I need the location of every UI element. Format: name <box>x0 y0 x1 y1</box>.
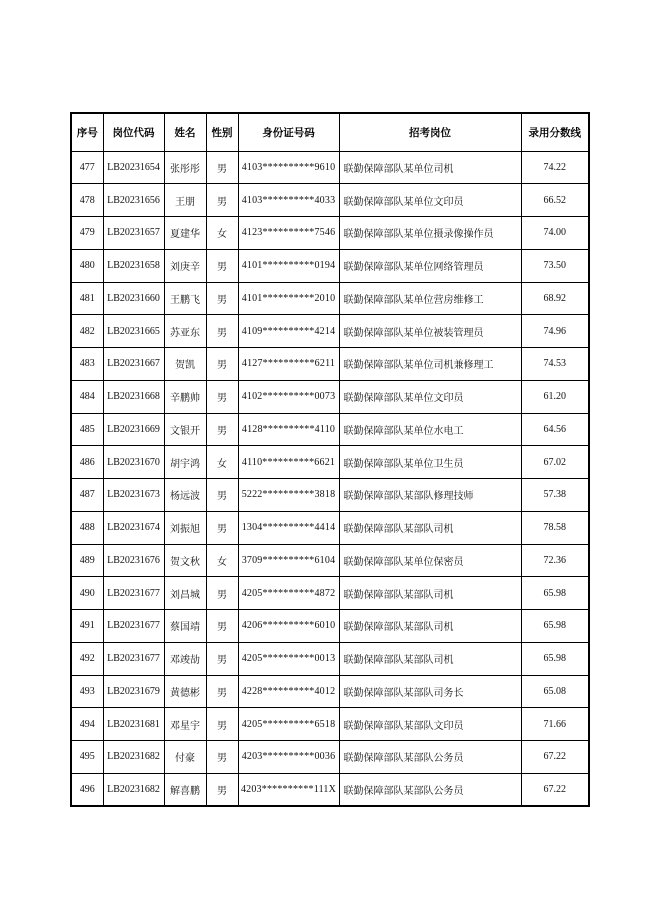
table-row <box>71 282 589 315</box>
table-cell-col-gender: 女 <box>206 446 238 479</box>
table-cell-col-position: 联勤保障部队某部队公务员 <box>339 773 521 806</box>
table-cell-col-position: 联勤保障部队某单位营房维修工 <box>339 282 521 315</box>
table-cell-col-name: 王鹏飞 <box>164 282 206 315</box>
table-cell-col-idnum: 4206**********6010 <box>238 610 339 643</box>
table-cell-col-gender: 男 <box>206 479 238 512</box>
table-cell-col-name: 辛鹏帅 <box>164 380 206 413</box>
table-cell-col-serial: 485 <box>71 413 103 446</box>
table-cell-col-idnum: 4205**********6518 <box>238 708 339 741</box>
table-cell-col-idnum: 4203**********111X <box>238 773 339 806</box>
table-cell-col-job-code: LB20231670 <box>103 446 164 479</box>
table-cell-col-serial: 479 <box>71 217 103 250</box>
table-cell-col-gender: 男 <box>206 675 238 708</box>
table-cell-col-gender: 男 <box>206 642 238 675</box>
table-cell-col-gender: 男 <box>206 380 238 413</box>
column-header-col-score-line: 录用分数线 <box>521 113 589 151</box>
table-cell-col-position: 联勤保障部队某部队司机 <box>339 642 521 675</box>
table-row <box>71 577 589 610</box>
table-cell-col-name: 胡宇鸿 <box>164 446 206 479</box>
table-cell-col-name: 邓星宇 <box>164 708 206 741</box>
table-cell-col-score-line: 61.20 <box>521 380 589 413</box>
table-row <box>71 511 589 544</box>
table-cell-col-name: 王朋 <box>164 184 206 217</box>
table-cell-col-score-line: 71.66 <box>521 708 589 741</box>
table-cell-col-name: 夏建华 <box>164 217 206 250</box>
table-cell-col-score-line: 72.36 <box>521 544 589 577</box>
table-cell-col-serial: 493 <box>71 675 103 708</box>
table-cell-col-gender: 女 <box>206 217 238 250</box>
table-cell-col-name: 解喜鹏 <box>164 773 206 806</box>
table-cell-col-idnum: 4205**********0013 <box>238 642 339 675</box>
table-row <box>71 642 589 675</box>
table-row <box>71 348 589 381</box>
table-cell-col-score-line: 78.58 <box>521 511 589 544</box>
table-cell-col-idnum: 4123**********7546 <box>238 217 339 250</box>
table-cell-col-job-code: LB20231667 <box>103 348 164 381</box>
table-cell-col-serial: 495 <box>71 741 103 774</box>
table-cell-col-job-code: LB20231658 <box>103 249 164 282</box>
table-cell-col-job-code: LB20231674 <box>103 511 164 544</box>
table-cell-col-job-code: LB20231679 <box>103 675 164 708</box>
table-row <box>71 184 589 217</box>
table-cell-col-position: 联勤保障部队某部队修理技师 <box>339 479 521 512</box>
table-cell-col-job-code: LB20231677 <box>103 577 164 610</box>
table-cell-col-idnum: 4127**********6211 <box>238 348 339 381</box>
table-cell-col-gender: 男 <box>206 282 238 315</box>
table-cell-col-serial: 496 <box>71 773 103 806</box>
table-cell-col-gender: 男 <box>206 741 238 774</box>
recruitment-score-table <box>70 112 590 807</box>
table-cell-col-position: 联勤保障部队某部队公务员 <box>339 741 521 774</box>
table-cell-col-name: 苏亚东 <box>164 315 206 348</box>
table-row <box>71 708 589 741</box>
table-row <box>71 544 589 577</box>
table-cell-col-serial: 483 <box>71 348 103 381</box>
table-cell-col-gender: 男 <box>206 249 238 282</box>
column-header-col-idnum: 身份证号码 <box>238 113 339 151</box>
table-cell-col-score-line: 65.08 <box>521 675 589 708</box>
table-cell-col-position: 联勤保障部队某单位司机 <box>339 151 521 184</box>
table-cell-col-serial: 482 <box>71 315 103 348</box>
table-cell-col-idnum: 3709**********6104 <box>238 544 339 577</box>
table-row <box>71 610 589 643</box>
table-cell-col-gender: 男 <box>206 610 238 643</box>
table-cell-col-idnum: 4110**********6621 <box>238 446 339 479</box>
table-cell-col-score-line: 66.52 <box>521 184 589 217</box>
table-cell-col-idnum: 1304**********4414 <box>238 511 339 544</box>
table-cell-col-score-line: 65.98 <box>521 610 589 643</box>
table-cell-col-position: 联勤保障部队某部队司机 <box>339 511 521 544</box>
table-cell-col-name: 付豪 <box>164 741 206 774</box>
table-cell-col-job-code: LB20231676 <box>103 544 164 577</box>
table-cell-col-position: 联勤保障部队某部队司务长 <box>339 675 521 708</box>
table-row <box>71 446 589 479</box>
table-cell-col-idnum: 4103**********4033 <box>238 184 339 217</box>
table-cell-col-name: 刘振旭 <box>164 511 206 544</box>
table-cell-col-score-line: 67.02 <box>521 446 589 479</box>
table-cell-col-serial: 478 <box>71 184 103 217</box>
table-cell-col-serial: 487 <box>71 479 103 512</box>
table-row <box>71 479 589 512</box>
table-cell-col-score-line: 74.00 <box>521 217 589 250</box>
table-cell-col-job-code: LB20231668 <box>103 380 164 413</box>
table-cell-col-score-line: 68.92 <box>521 282 589 315</box>
column-header-col-job-code: 岗位代码 <box>103 113 164 151</box>
table-cell-col-score-line: 65.98 <box>521 642 589 675</box>
table-row <box>71 413 589 446</box>
table-cell-col-name: 杨远波 <box>164 479 206 512</box>
table-cell-col-name: 蔡国靖 <box>164 610 206 643</box>
table-cell-col-idnum: 4101**********2010 <box>238 282 339 315</box>
table-cell-col-serial: 484 <box>71 380 103 413</box>
table-cell-col-serial: 489 <box>71 544 103 577</box>
table-cell-col-idnum: 4103**********9610 <box>238 151 339 184</box>
table-cell-col-job-code: LB20231682 <box>103 741 164 774</box>
table-row <box>71 675 589 708</box>
table-cell-col-gender: 男 <box>206 511 238 544</box>
table-cell-col-serial: 480 <box>71 249 103 282</box>
table-cell-col-serial: 491 <box>71 610 103 643</box>
table-cell-col-job-code: LB20231673 <box>103 479 164 512</box>
table-cell-col-idnum: 4109**********4214 <box>238 315 339 348</box>
table-cell-col-position: 联勤保障部队某部队司机 <box>339 577 521 610</box>
table-cell-col-job-code: LB20231660 <box>103 282 164 315</box>
table-cell-col-name: 邓竣劼 <box>164 642 206 675</box>
column-header-col-name: 姓名 <box>164 113 206 151</box>
table-cell-col-job-code: LB20231682 <box>103 773 164 806</box>
table-cell-col-idnum: 5222**********3818 <box>238 479 339 512</box>
table-cell-col-gender: 男 <box>206 773 238 806</box>
table-cell-col-job-code: LB20231654 <box>103 151 164 184</box>
table-cell-col-position: 联勤保障部队某单位文印员 <box>339 184 521 217</box>
table-cell-col-gender: 男 <box>206 413 238 446</box>
table-row <box>71 773 589 806</box>
table-cell-col-position: 联勤保障部队某部队司机 <box>339 610 521 643</box>
table-cell-col-job-code: LB20231665 <box>103 315 164 348</box>
table-cell-col-name: 文银开 <box>164 413 206 446</box>
table-cell-col-gender: 男 <box>206 151 238 184</box>
table-cell-col-idnum: 4228**********4012 <box>238 675 339 708</box>
table-cell-col-job-code: LB20231657 <box>103 217 164 250</box>
table-cell-col-serial: 486 <box>71 446 103 479</box>
table-cell-col-serial: 488 <box>71 511 103 544</box>
table-cell-col-score-line: 74.53 <box>521 348 589 381</box>
table-cell-col-job-code: LB20231677 <box>103 610 164 643</box>
table-cell-col-serial: 492 <box>71 642 103 675</box>
table-cell-col-job-code: LB20231681 <box>103 708 164 741</box>
column-header-col-serial: 序号 <box>71 113 103 151</box>
table-cell-col-score-line: 64.56 <box>521 413 589 446</box>
table-cell-col-gender: 男 <box>206 708 238 741</box>
table-row <box>71 217 589 250</box>
table-cell-col-gender: 男 <box>206 315 238 348</box>
table-cell-col-name: 黄德彬 <box>164 675 206 708</box>
table-cell-col-position: 联勤保障部队某单位保密员 <box>339 544 521 577</box>
table-cell-col-name: 张彤彤 <box>164 151 206 184</box>
table-cell-col-idnum: 4101**********0194 <box>238 249 339 282</box>
table-cell-col-position: 联勤保障部队某单位卫生员 <box>339 446 521 479</box>
table-cell-col-name: 贺文秋 <box>164 544 206 577</box>
column-header-col-position: 招考岗位 <box>339 113 521 151</box>
table-cell-col-position: 联勤保障部队某单位网络管理员 <box>339 249 521 282</box>
table-cell-col-score-line: 74.22 <box>521 151 589 184</box>
table-row <box>71 315 589 348</box>
table-cell-col-position: 联勤保障部队某单位司机兼修理工 <box>339 348 521 381</box>
table-cell-col-position: 联勤保障部队某单位被装管理员 <box>339 315 521 348</box>
table-cell-col-position: 联勤保障部队某部队文印员 <box>339 708 521 741</box>
table-cell-col-idnum: 4205**********4872 <box>238 577 339 610</box>
table-cell-col-gender: 男 <box>206 348 238 381</box>
table-cell-col-position: 联勤保障部队某单位水电工 <box>339 413 521 446</box>
table-cell-col-score-line: 67.22 <box>521 741 589 774</box>
table-cell-col-name: 刘昌城 <box>164 577 206 610</box>
table-cell-col-gender: 男 <box>206 184 238 217</box>
table-cell-col-position: 联勤保障部队某单位摄录像操作员 <box>339 217 521 250</box>
table-cell-col-serial: 490 <box>71 577 103 610</box>
table-cell-col-score-line: 74.96 <box>521 315 589 348</box>
table-header-row <box>71 113 589 151</box>
table-cell-col-gender: 男 <box>206 577 238 610</box>
table-cell-col-name: 贺凯 <box>164 348 206 381</box>
table-cell-col-score-line: 67.22 <box>521 773 589 806</box>
table-cell-col-score-line: 65.98 <box>521 577 589 610</box>
table-cell-col-score-line: 57.38 <box>521 479 589 512</box>
table-cell-col-idnum: 4128**********4110 <box>238 413 339 446</box>
table-row <box>71 380 589 413</box>
table-cell-col-serial: 494 <box>71 708 103 741</box>
table-cell-col-job-code: LB20231669 <box>103 413 164 446</box>
column-header-col-gender: 性别 <box>206 113 238 151</box>
table-cell-col-score-line: 73.50 <box>521 249 589 282</box>
table-cell-col-serial: 481 <box>71 282 103 315</box>
table-cell-col-position: 联勤保障部队某单位文印员 <box>339 380 521 413</box>
table-cell-col-idnum: 4203**********0036 <box>238 741 339 774</box>
table-row <box>71 151 589 184</box>
table-cell-col-serial: 477 <box>71 151 103 184</box>
table-cell-col-job-code: LB20231677 <box>103 642 164 675</box>
table-row <box>71 741 589 774</box>
table-cell-col-gender: 女 <box>206 544 238 577</box>
table-cell-col-job-code: LB20231656 <box>103 184 164 217</box>
table-cell-col-idnum: 4102**********0073 <box>238 380 339 413</box>
table-cell-col-name: 刘庚辛 <box>164 249 206 282</box>
table-row <box>71 249 589 282</box>
